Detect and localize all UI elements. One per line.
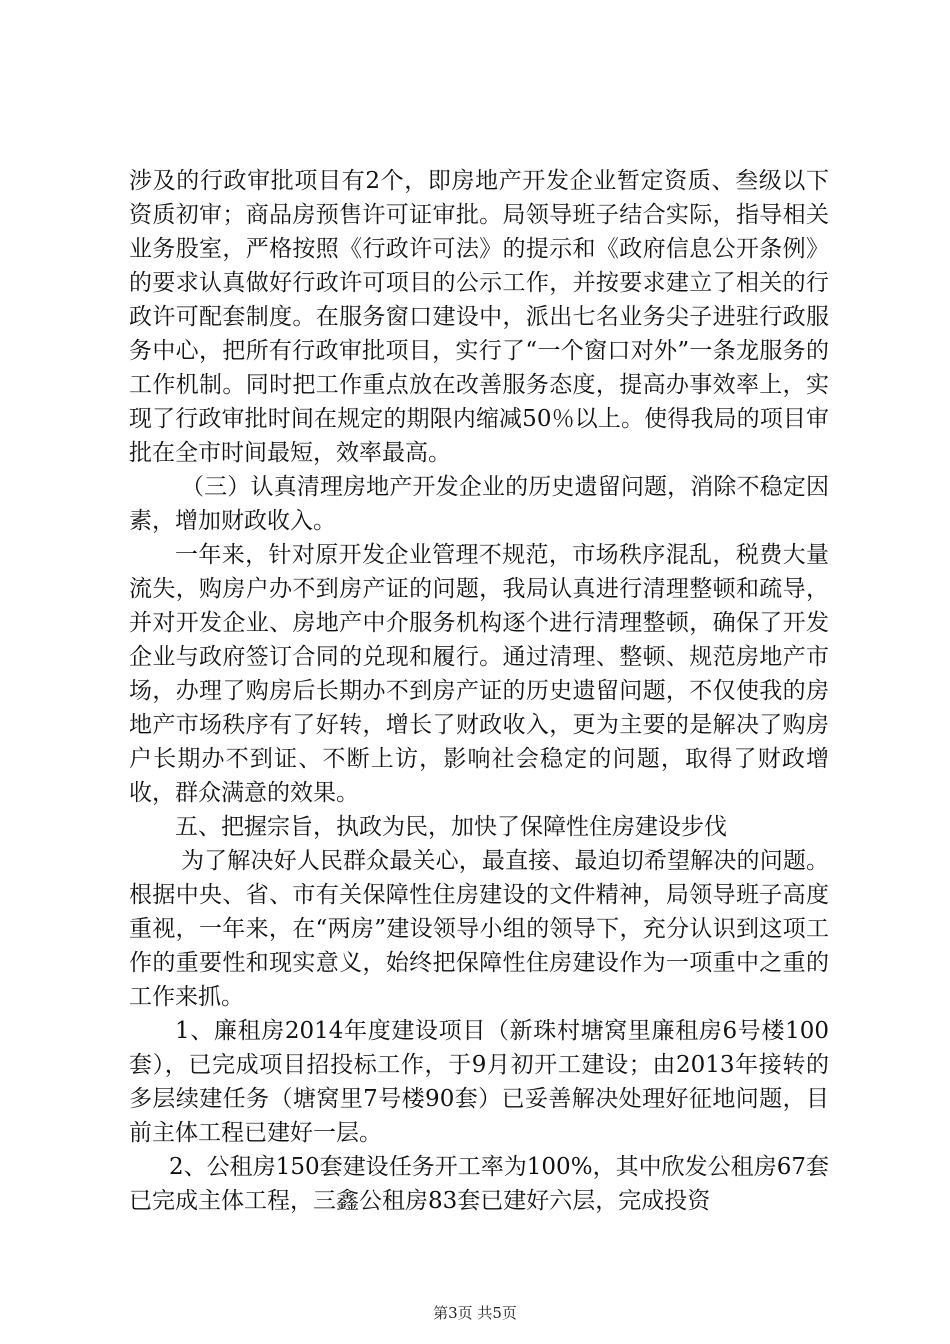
document-body (129, 164, 829, 1218)
paragraph-public-rental-housing: 2、公租房150套建设任务开工率为100%，其中欣发公租房67套已完成主体工程，三鑫公租房83套已建好六层，完成投资 (129, 1154, 829, 1214)
paragraph-section-heading-3: （三）认真清理房地产开发企业的历史遗留问题，消除不稳定因素，增加财政收入。 (129, 474, 829, 534)
paragraph-approval-items: 涉及的行政审批项目有2个，即房地产开发企业暂定资质、叁级以下资质初审；商品房预售许可证审批。局领导班子结合实际，指导相关业务股室，严格按照《行政许可法》的提示和《政府信息公开条例》的要求认真做好行政许可项目的公示工作，并按要求建立了相关的行政许可配套制度。在服务窗口建设中，派出七名业务尖子进驻行政服务中心，把所有行政审批项目，实行了“一个窗口对外”一条龙服务的工作机制。同时把工作重点放在改善服务态度，提高办事效率上，实现了行政审批时间在规定的期限内缩减50％以上。使得我局的项目审批在全市时间最短，效率最高。 (129, 168, 829, 466)
paragraph-low-rent-housing: 1、廉租房2014年度建设项目（新珠村塘窝里廉租房6号楼100套），已完成项目招投标工作，于9月初开工建设；由2013年接转的多层续建任务（塘窝里7号楼90套）已妥善解决处理好征地问题，目前主体工程已建好一层。 (129, 1018, 829, 1146)
page-number-footer: 第3页 共5页 (433, 1304, 517, 1322)
paragraph-housing-intro: 为了解决好人民群众最关心，最直接、最迫切希望解决的问题。根据中央、省、市有关保障性住房建设的文件精神，局领导班子高度重视，一年来，在“两房”建设领导小组的领导下，充分认识到这项工作的重要性和现实意义，始终把保障性住房建设作为一项重中之重的工作来抓。 (129, 848, 829, 1010)
paragraph-section-heading-5: 五、把握宗旨，执政为民，加快了保障性住房建设步伐 (175, 814, 727, 840)
paragraph-cleanup-work: 一年来，针对原开发企业管理不规范，市场秩序混乱，税费大量流失，购房户办不到房产证的问题，我局认真进行清理整顿和疏导，并对开发企业、房地产中介服务机构逐个进行清理整顿，确保了开发企业与政府签订合同的兑现和履行。通过清理、整顿、规范房地产市场，办理了购房后长期办不到房产证的历史遗留问题，不仅使我的房地产市场秩序有了好转，增长了财政收入，更为主要的是解决了购房户长期办不到证、不断上访，影响社会稳定的问题，取得了财政增收，群众满意的效果。 (129, 542, 829, 806)
